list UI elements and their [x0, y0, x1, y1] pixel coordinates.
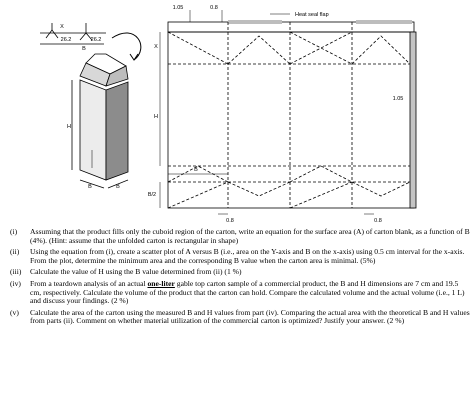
question-text-before: From a teardown analysis of an actual — [30, 278, 148, 288]
question-item — [6, 248, 470, 265]
blank-label-bottom-right-dim: 0.8 — [374, 218, 382, 224]
carton-label-dim-a: 26.2 — [60, 37, 72, 43]
blank-label-x-vertical: X — [154, 44, 158, 50]
question-text: Calculate the value of H using the B value determined from (ii) (1 %) — [30, 267, 242, 277]
blank-label-right-dim: 1.05 — [392, 96, 404, 102]
carton-label-x: X — [60, 24, 64, 30]
question-emphasis: one-liter — [147, 278, 175, 288]
carton-label-b-left: B — [88, 184, 92, 190]
question-item — [6, 280, 470, 306]
blank-label-heat-seal: Heat seal flap — [295, 12, 329, 18]
blank-label-h-vertical: H — [154, 114, 158, 120]
question-number: (iii) — [10, 267, 22, 277]
question-text: Assuming that the product fills only the cuboid region of the carton, write an equation for the surface area (A) of carton blank, as a function of B (4%). (Hint: assume that the unfolded carton is rectangular in shape) — [30, 227, 470, 245]
question-number: (ii) — [10, 247, 20, 257]
question-text — [30, 280, 470, 306]
carton-label-h: H — [67, 124, 71, 130]
blank-label-top-mid-dim: 0.8 — [210, 5, 218, 11]
question-item — [6, 309, 470, 326]
carton-label-b-top: B — [82, 46, 86, 52]
question-number: (i) — [10, 227, 18, 236]
carton-label-dim-b: 26.2 — [90, 37, 102, 43]
question-number: (iv) — [10, 278, 21, 288]
question-item — [6, 228, 470, 245]
carton-blank — [160, 10, 416, 214]
blank-label-bottom-left-dim: 0.8 — [226, 218, 234, 224]
question-list — [6, 228, 470, 329]
carton-label-b-right: B — [116, 184, 120, 190]
blank-label-b-horizontal: B — [194, 167, 198, 173]
question-text: Using the equation from (i), create a scatter plot of A versus B (i.e., area on the Y-axis and B on the x-axis) using 0.5 cm interval for the x-axis. From the plot, determine the minimum area and the corresponding B value when the carton area is minimal. (5%) — [30, 247, 465, 265]
question-text: Calculate the area of the carton using the measured B and H values from part (iv). Comparing the actual area with the theoretical B and H values from parts (ii). Comment on whether material utilization of the commercial carton is optimized? Justify your answer. (2 %) — [30, 307, 470, 326]
blank-label-top-left-dim: 1.05 — [172, 5, 184, 11]
question-number: (v) — [10, 307, 19, 317]
blank-label-b-half: B/2 — [147, 192, 157, 198]
question-item — [6, 268, 470, 277]
carton-sketch — [40, 23, 141, 188]
question-text-after: gable top carton sample of a commercial product, the B and H dimensions are 7 cm and 19.5 cm, respectively. Calculate the volume of the product that the carton can hold. Compare the calculated volume and the actual volume (i.e., 1 L) and discuss your findings. (2 %) — [30, 278, 465, 306]
